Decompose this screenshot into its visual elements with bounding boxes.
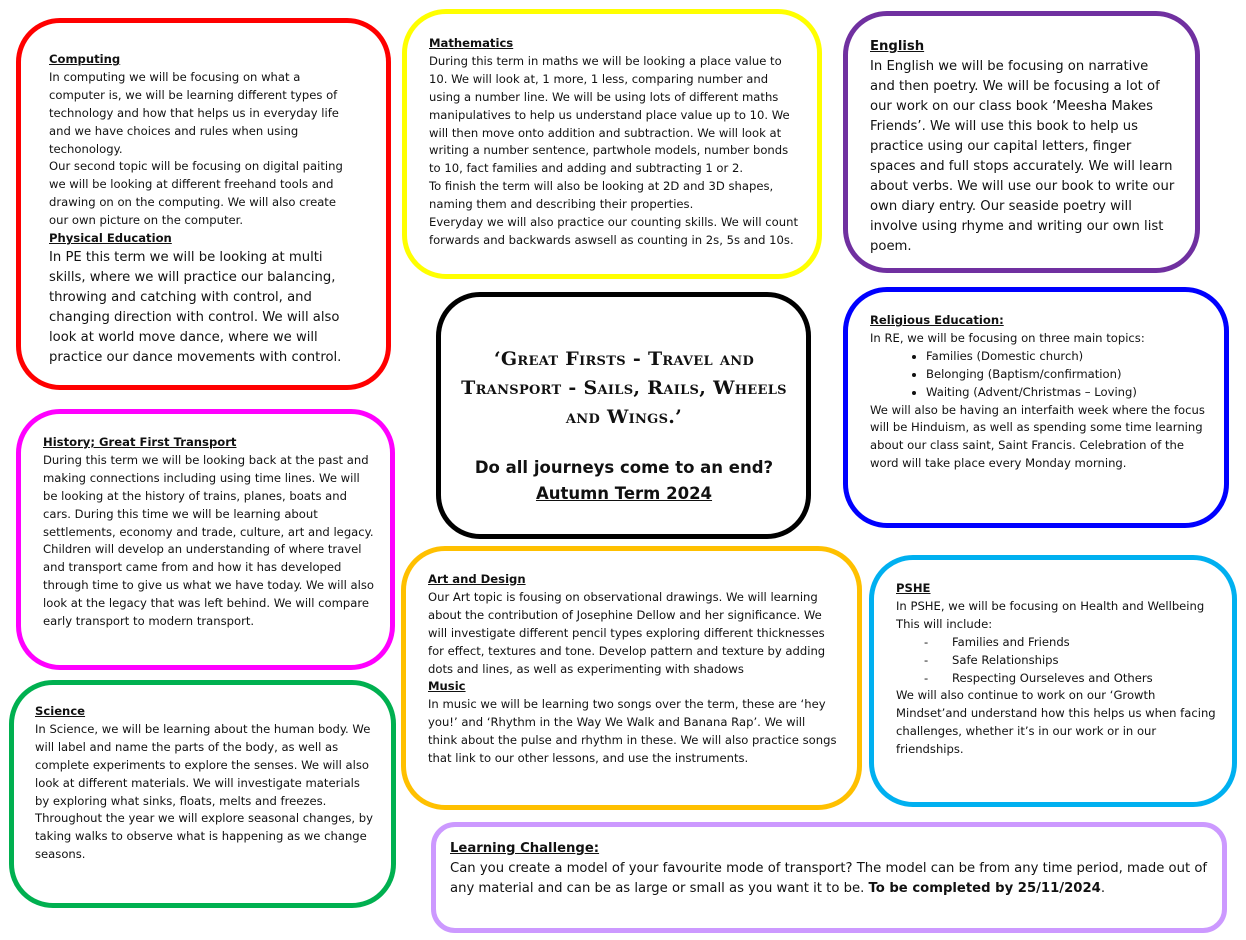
list-item: • Families (Domestic church) [926,348,1210,366]
pshe-include: This will include: [896,616,993,631]
maths-text-3: Everyday we will also practice our counting skills. We will count forwards and backwards aswsell as counting in 2s, 5s and 10s. [429,215,798,247]
challenge-text [450,859,1210,899]
challenge-body: Can you create a model of your favourite mode of transport? The model can be from any time period, made out of any material and can be as large or small as you want it to be. [450,861,1208,896]
re-topic-list [870,348,1210,402]
list-item: • Waiting (Advent/Christmas – Loving) [926,384,1210,402]
maths-text-1: During this term in maths we will be looking a place value to 10. We will look at, 1 more, 1 less, comparing number and using a number line. We will be using lots of different maths manipulatives to help us understand place value up to 10. We will then move onto addition and subtraction. We will look at writing a number sentence, partwhole models, number bonds to 10, fact families and adding and subtracting 1 or 2. [429,53,790,176]
computing-text-1: In computing we will be focusing on what a computer is, we will be learning different types of technology and how that helps us in everyday life and we have choices and rules when using techonology. [49,69,339,156]
music-text: In music we will be learning two songs over the term, these are ‘hey you!’ and ‘Rhythm in the Way We Walk and Banana Rap’. We will think about the pulse and rhythm in these. We will also practice songs that link to our other lessons, and use the instruments. [428,697,837,766]
pshe-list [896,634,1221,688]
challenge-box [431,822,1227,933]
list-item: - Safe Relationships [952,652,1221,670]
art-text: Our Art topic is fousing on observational drawings. We will learning about the contribution of Josephine Dellow and her significance. We will investigate different pencil types exploring different thicknesses for effect, textures and tone. Develop pattern and texture by adding dots and lines, as well as experimenting with shadows [428,589,826,676]
pe-heading: Physical Education [49,231,172,246]
computing-heading: Computing [49,52,121,66]
topic-title-box [436,292,811,539]
re-heading: Religious Education: [870,313,1004,327]
pshe-intro: In PSHE, we will be focusing on Health and Wellbeing [896,598,1205,613]
key-question: Do all journeys come to an end? [474,458,774,477]
topic-title [455,345,793,432]
computing-box [16,18,391,390]
pshe-box [869,555,1237,807]
topic-title-b: Travel and Transport [461,348,755,399]
history-heading: History; Great First Transport [43,435,237,449]
topic-title-c: - Sails, Rails, Wheels and Wings.’ [561,377,787,428]
topic-title-a: ‘Great Firsts - [493,348,648,370]
re-box [843,287,1229,528]
history-box [16,409,395,670]
term-label: Autumn Term 2024 [535,484,713,503]
english-heading: English [870,39,925,54]
english-text: In English we will be focusing on narrative and then poetry. We will be focusing a lot of our work on our class book ‘Meesha Makes Friends’. We will use this book to help us practice using our capital letters, finger spaces and full stops accurately. We will learn about verbs. We will use our book to write our own diary entry. Our seaside poetry will involve using rhyme and writing our own list poem. [870,59,1175,254]
challenge-heading: Learning Challenge: [450,841,600,856]
art-heading: Art and Design [428,572,526,586]
pe-text: In PE this term we will be looking at multi skills, where we will practice our balancing, throwing and catching with control, and changing direction with control. We will also look at world move dance, where we will practice our dance movements with control. [49,249,342,365]
challenge-end: . [1100,881,1106,896]
challenge-deadline: To be completed by 25/11/2024 [868,881,1101,896]
science-text-1: In Science, we will be learning about the human body. We will label and name the parts of the body, as well as complete experiments to explore the senses. We will also look at different materials. We will investigate materials by exploring what sinks, floats, melts and freezes. [35,721,371,808]
science-text-2: Throughout the year we will explore seasonal changes, by taking walks to observe what is happening as we change seasons. [35,811,374,862]
pshe-text: We will also continue to work on our ‘Growth Mindset’and understand how this helps us when facing challenges, whether it’s in our work or in our friendships. [896,688,1216,757]
science-box [9,680,396,908]
list-item: • Belonging (Baptism/confirmation) [926,366,1210,384]
english-box [843,11,1200,273]
maths-heading: Mathematics [429,36,514,50]
pshe-heading: PSHE [896,581,931,595]
history-text: During this term we will be looking back at the past and making connections including using time lines. We will be looking at the history of trains, planes, boats and cars. During this time we will be learning about settlements, economy and trade, culture, art and legacy. Children will develop an understanding of where travel and transport came from and how it has developed through time to give us what we have today. We will also look at the legacy that was left behind. We will compare early transport to modern transport. [43,452,374,629]
list-item: - Respecting Ourseleves and Others [952,670,1221,688]
list-item: - Families and Friends [952,634,1221,652]
re-intro: In RE, we will be focusing on three main topics: [870,330,1145,345]
re-text: We will also be having an interfaith week where the focus will be Hinduism, as well as spending some time learning about our class saint, Saint Francis. Celebration of the word will take place every Monday morning. [870,402,1205,471]
maths-box [402,9,822,279]
art-box [401,546,862,810]
science-heading: Science [35,704,86,718]
computing-text-2: Our second topic will be focusing on digital paiting we will be looking at different freehand tools and drawing on on the computing. We will also create our own picture on the computer. [49,159,343,228]
maths-text-2: To finish the term will also be looking at 2D and 3D shapes, naming them and describing their properties. [429,179,774,212]
music-heading: Music [428,679,466,694]
